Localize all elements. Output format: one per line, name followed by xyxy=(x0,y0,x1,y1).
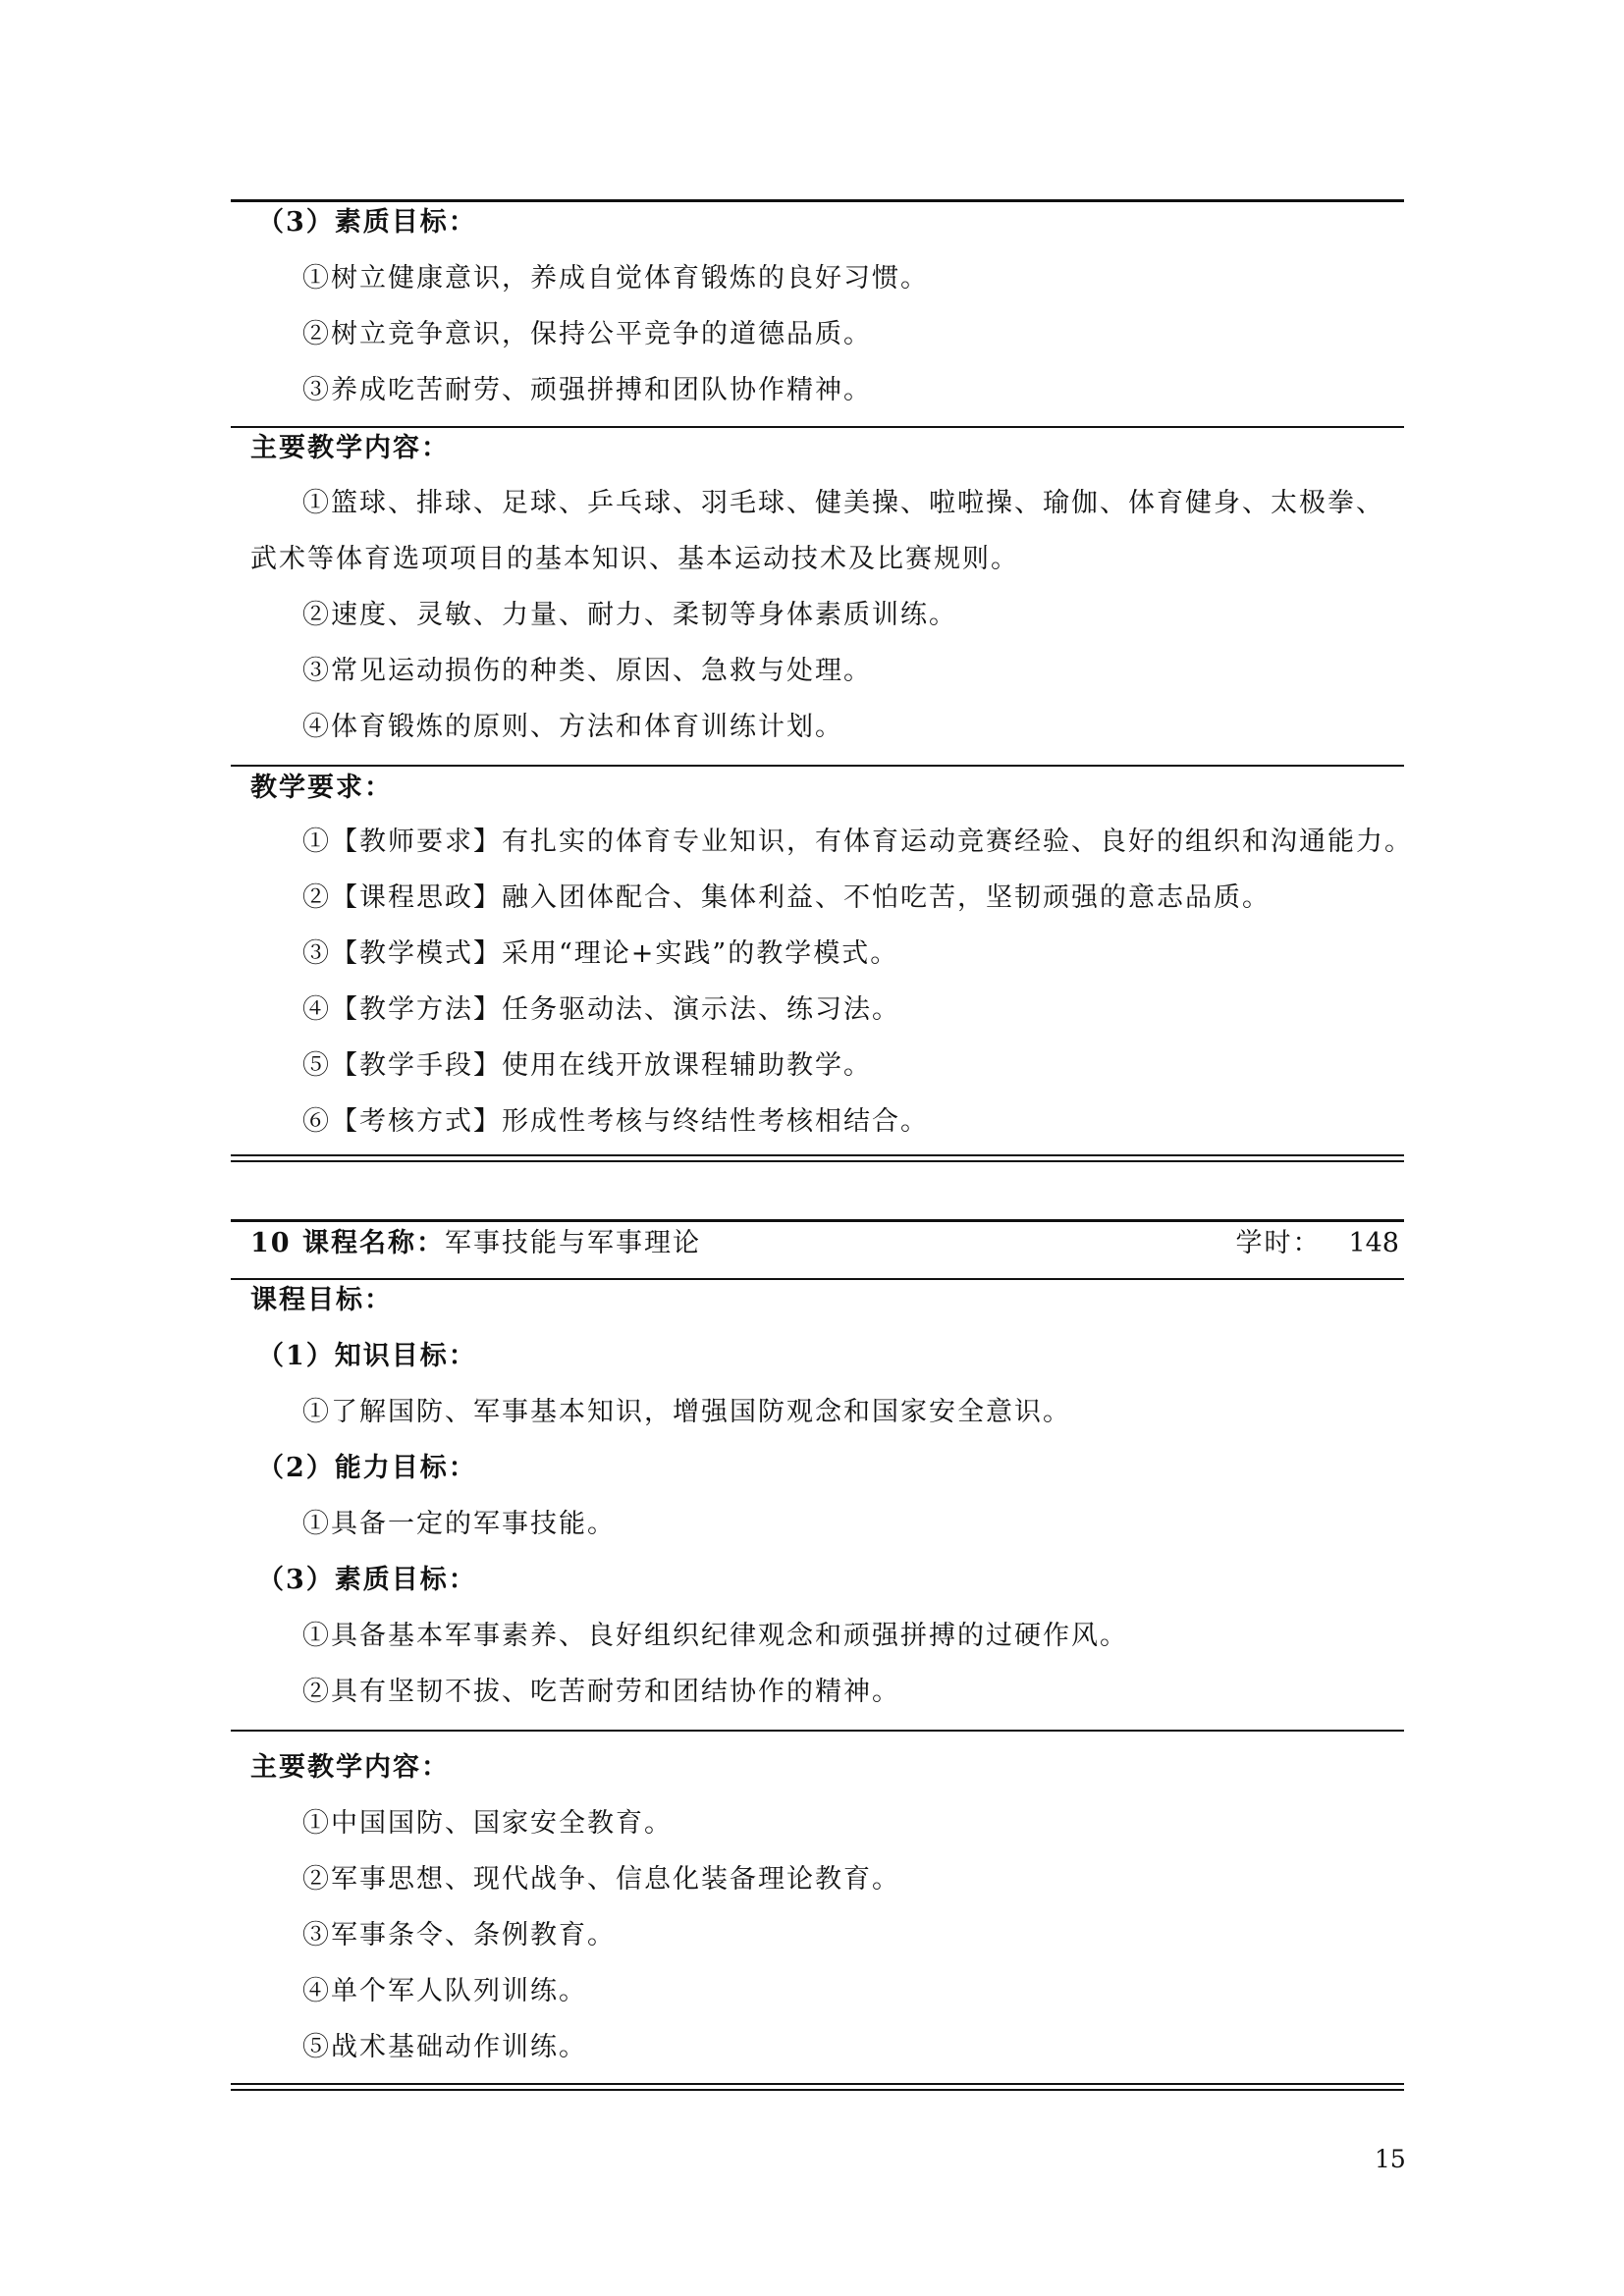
quality-goal-item: ②树立竞争意识，保持公平竞争的道德品质。 xyxy=(302,319,872,349)
requirement-item: ④【教学方法】任务驱动法、演示法、练习法。 xyxy=(302,994,900,1025)
content-item: ②速度、灵敏、力量、耐力、柔韧等身体素质训练。 xyxy=(302,600,957,630)
quality-goals-heading: （3）素质目标： xyxy=(257,207,477,238)
row-divider xyxy=(231,765,1404,767)
quality-goal-item: ①具备基本军事素养、良好组织纪律观念和顽强拼搏的过硬作风。 xyxy=(302,1621,1128,1651)
course-hours xyxy=(1235,1224,1399,1263)
table-bottom-rule xyxy=(231,1154,1404,1156)
requirement-item: ①【教师要求】有扎实的体育专业知识，有体育运动竞赛经验、良好的组织和沟通能力。 xyxy=(302,827,1413,857)
course-title-row xyxy=(250,1224,1399,1263)
requirements-heading: 教学要求： xyxy=(250,773,393,803)
quality-goals-heading: （3）素质目标： xyxy=(257,1565,477,1595)
course-name-label: 10 课程名称： xyxy=(250,1228,445,1258)
content-heading: 主要教学内容： xyxy=(250,433,450,463)
ability-goals-heading: （2）能力目标： xyxy=(257,1453,477,1483)
quality-goal-item: ②具有坚韧不拔、吃苦耐劳和团结协作的精神。 xyxy=(302,1677,900,1707)
course-name-value: 军事技能与军事理论 xyxy=(444,1228,701,1258)
table-top-rule xyxy=(231,1219,1404,1222)
hours-value: 148 xyxy=(1348,1228,1399,1258)
table-bottom-rule-double xyxy=(231,2089,1404,2091)
content-item: ④单个军人队列训练。 xyxy=(302,1976,587,2006)
row-divider xyxy=(231,1730,1404,1732)
requirement-item: ②【课程思政】融入团体配合、集体利益、不怕吃苦，坚韧顽强的意志品质。 xyxy=(302,882,1271,913)
quality-goal-item: ③养成吃苦耐劳、顽强拼搏和团队协作精神。 xyxy=(302,375,872,405)
content-item: ②军事思想、现代战争、信息化装备理论教育。 xyxy=(302,1864,900,1895)
row-divider xyxy=(231,1278,1404,1280)
page-number: 15 xyxy=(1375,2145,1406,2173)
content-item: ①篮球、排球、足球、乒乓球、羽毛球、健美操、啦啦操、瑜伽、体育健身、太极拳、 xyxy=(302,488,1384,518)
table-top-rule xyxy=(231,199,1404,202)
ability-goal-item: ①具备一定的军事技能。 xyxy=(302,1509,616,1539)
content-heading: 主要教学内容： xyxy=(250,1752,450,1783)
table-bottom-rule-double xyxy=(231,1160,1404,1162)
requirement-item: ⑤【教学手段】使用在线开放课程辅助教学。 xyxy=(302,1050,872,1081)
table-bottom-rule xyxy=(231,2083,1404,2085)
course-goals-heading: 课程目标： xyxy=(250,1285,393,1315)
knowledge-goal-item: ①了解国防、军事基本知识，增强国防观念和国家安全意识。 xyxy=(302,1397,1071,1427)
content-item: ④体育锻炼的原则、方法和体育训练计划。 xyxy=(302,712,843,742)
content-item: ①中国国防、国家安全教育。 xyxy=(302,1808,673,1839)
content-item: ⑤战术基础动作训练。 xyxy=(302,2032,587,2062)
requirement-item: ⑥【考核方式】形成性考核与终结性考核相结合。 xyxy=(302,1106,929,1137)
quality-goal-item: ①树立健康意识，养成自觉体育锻炼的良好习惯。 xyxy=(302,263,929,294)
content-item-continuation: 武术等体育选项项目的基本知识、基本运动技术及比赛规则。 xyxy=(250,544,1019,574)
content-item: ③军事条令、条例教育。 xyxy=(302,1920,616,1950)
row-divider xyxy=(231,426,1404,428)
hours-label: 学时： xyxy=(1235,1228,1322,1258)
knowledge-goals-heading: （1）知识目标： xyxy=(257,1341,477,1371)
content-item: ③常见运动损伤的种类、原因、急救与处理。 xyxy=(302,656,872,686)
requirement-item: ③【教学模式】采用“理论+实践”的教学模式。 xyxy=(302,938,899,969)
